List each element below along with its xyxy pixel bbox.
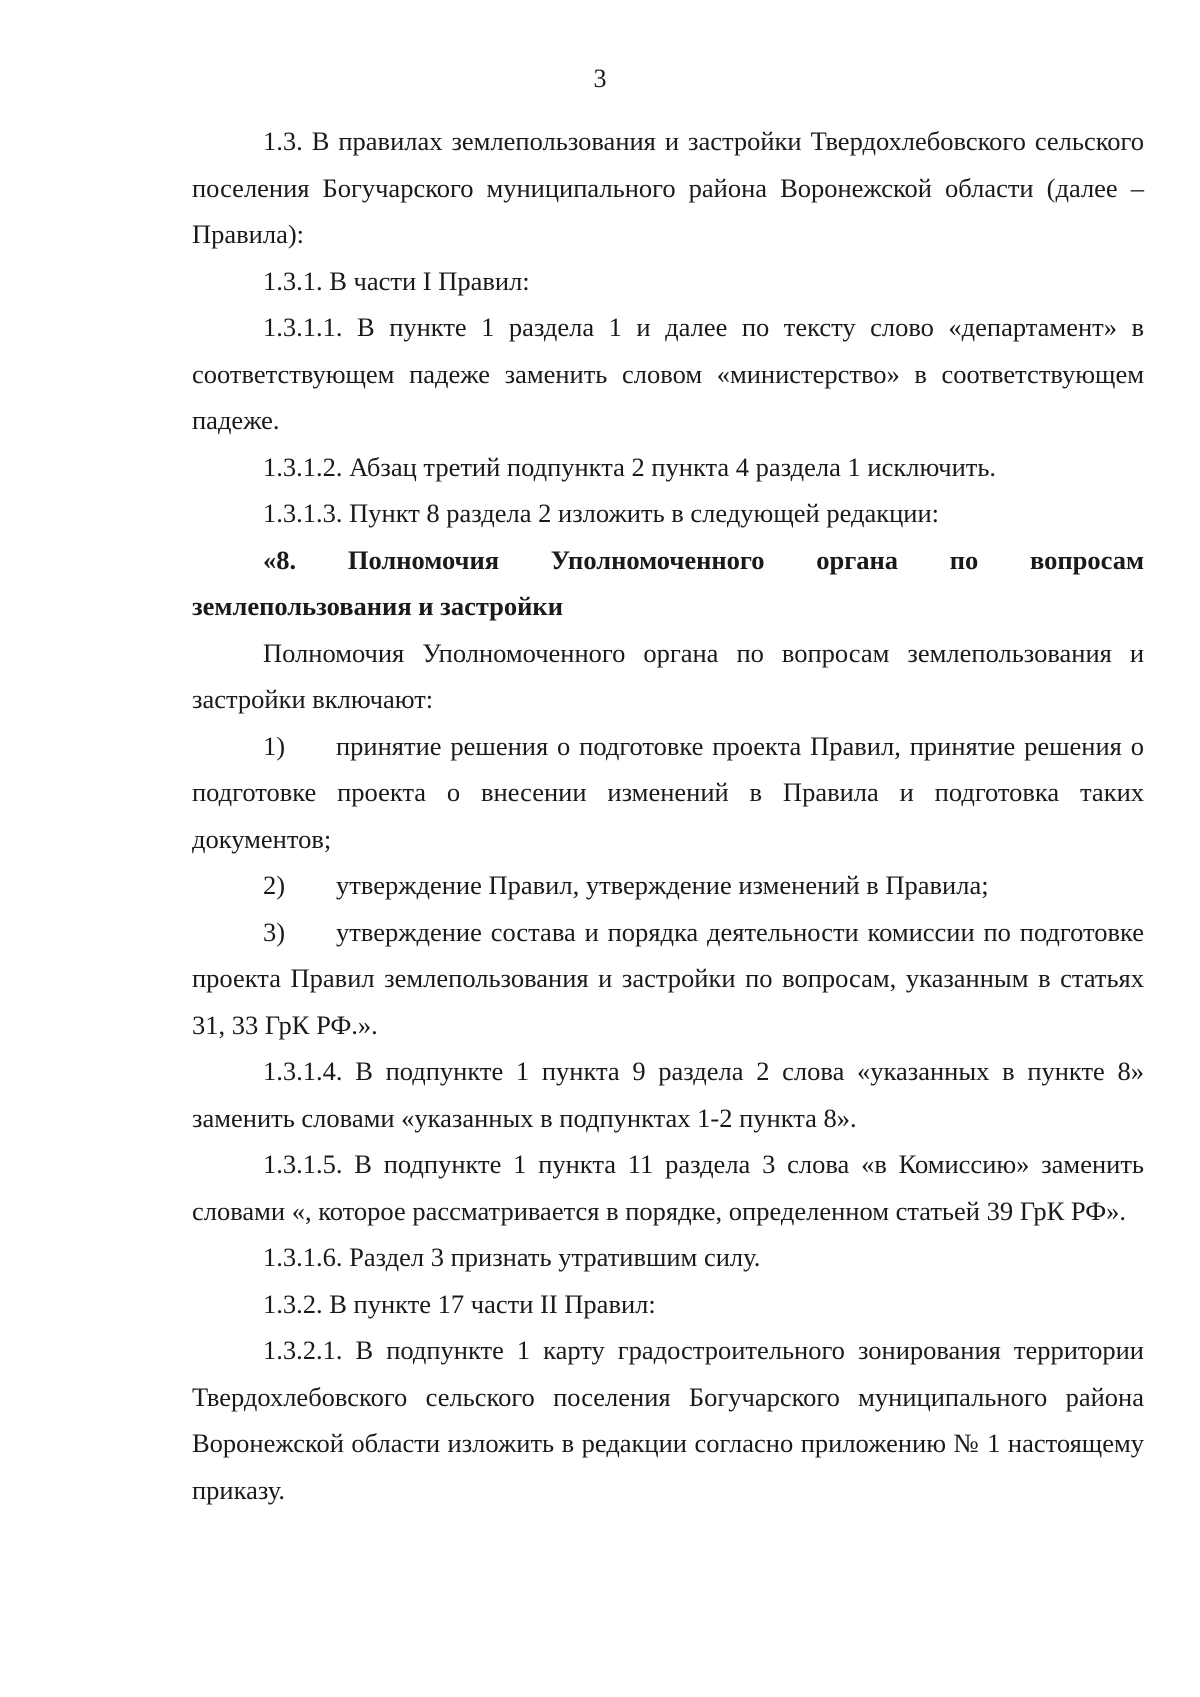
list-item-number: 1): [263, 730, 286, 761]
paragraph-1-3-1-1: 1.3.1.1. В пункте 1 раздела 1 и далее по тексту слово «департамент» в соответствующем падеже заменить словом «министерство» в соответствующем падеже.: [192, 312, 1144, 435]
document-body: [192, 118, 1144, 1513]
paragraph-1-3-1-3: 1.3.1.3. Пункт 8 раздела 2 изложить в следующей редакции:: [263, 498, 940, 528]
list-item-3: [192, 909, 1144, 1049]
paragraph-1-3-2-1: 1.3.2.1. В подпункте 1 карту градостроительного зонирования территории Твердохлебовского сельского поселения Богучарского муниципального района Воронежской области изложить в редакции согласно приложению № 1 настоящему приказу.: [192, 1335, 1144, 1505]
section-8-heading: «8. Полномочия Уполномоченного органа по вопросам землепользования и застройки: [192, 544, 1144, 621]
list-item-text: утверждение Правил, утверждение изменений в Правила;: [336, 870, 989, 900]
list-item-number: 2): [263, 870, 286, 900]
list-item-1: [192, 723, 1144, 863]
paragraph-1-3-1: 1.3.1. В части I Правил:: [263, 265, 530, 296]
list-item-text: принятие решения о подготовке проекта Правил, принятие решения о подготовке проекта о внесении изменений в Правила и подготовка таких документов;: [192, 730, 1144, 854]
list-item-text: утверждение состава и порядка деятельности комиссии по подготовке проекта Правил землепользования и застройки по вопросам, указанным в статьях 31, 33 ГрК РФ.».: [192, 916, 1144, 1040]
paragraph-1-3-2: 1.3.2. В пункте 17 части II Правил:: [263, 1288, 656, 1319]
paragraph-1-3-1-2: 1.3.1.2. Абзац третий подпункта 2 пункта 4 раздела 1 исключить.: [263, 451, 997, 482]
paragraph-1-3-1-4: 1.3.1.4. В подпункте 1 пункта 9 раздела 2 слова «указанных в пункте 8» заменить словами «указанных в подпунктах 1-2 пункта 8».: [192, 1056, 1144, 1133]
paragraph-1-3-1-5: 1.3.1.5. В подпункте 1 пункта 11 раздела 3 слова «в Комиссию» заменить словами «, которое рассматривается в порядке, определенном статьей 39 ГрК РФ».: [192, 1149, 1144, 1226]
paragraph-1-3: 1.3. В правилах землепользования и застройки Твердохлебовского сельского поселения Богучарского муниципального района Воронежской области (далее – Правила):: [192, 126, 1144, 249]
powers-intro: Полномочия Уполномоченного органа по вопросам землепользования и застройки включают:: [192, 637, 1144, 714]
list-item-number: 3): [263, 916, 286, 947]
list-item-2: [192, 862, 1144, 909]
paragraph-1-3-1-6: 1.3.1.6. Раздел 3 признать утратившим силу.: [263, 1242, 761, 1272]
page-number: 3: [593, 64, 607, 93]
